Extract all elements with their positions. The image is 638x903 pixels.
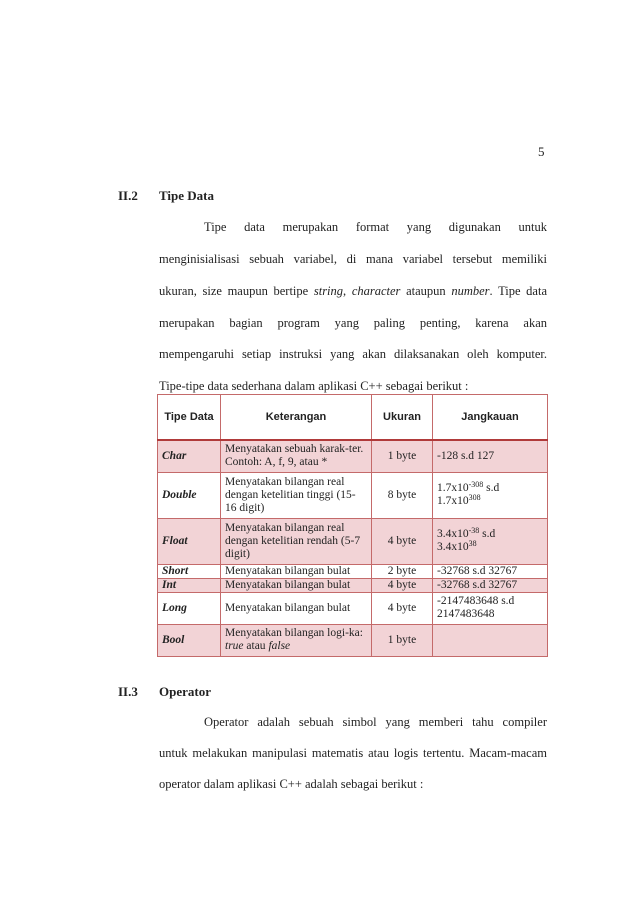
type-description: Menyatakan bilangan real dengan ketelitian rendah (5-7 digit) — [221, 518, 372, 564]
paragraph-line: untuk melakukan manipulasi matematis atau logis tertentu. Macam-macam — [159, 746, 547, 760]
section-title: Operator — [159, 684, 211, 699]
header-ukuran: Ukuran — [372, 395, 433, 441]
type-size: 1 byte — [372, 624, 433, 656]
type-range: -2147483648 s.d 2147483648 — [433, 592, 548, 624]
type-description: Menyatakan bilangan real dengan ketelitian tinggi (15-16 digit) — [221, 472, 372, 518]
type-range: -128 s.d 127 — [433, 440, 548, 472]
paragraph-line: Tipe data merupakan format yang digunakan untuk — [204, 220, 547, 234]
type-name: Bool — [158, 624, 221, 656]
type-description: Menyatakan bilangan bulat — [221, 592, 372, 624]
type-description: Menyatakan sebuah karak-ter. Contoh: A, f, 9, atau * — [221, 440, 372, 472]
paragraph-line: menginisialisasi sebuah variabel, di mana variabel tersebut memiliki — [159, 252, 547, 266]
header-jangkauan: Jangkauan — [433, 395, 548, 441]
type-size: 4 byte — [372, 592, 433, 624]
paragraph-line: Tipe-tipe data sederhana dalam aplikasi C++ sebagai berikut : — [159, 379, 469, 393]
type-name: Char — [158, 440, 221, 472]
type-range: $3.4x10^{-38}$ s.d $3.4x10^{38}$ — [433, 518, 548, 564]
type-range — [433, 624, 548, 656]
type-size: 2 byte — [372, 564, 433, 578]
type-description: Menyatakan bilangan bulat — [221, 578, 372, 592]
type-size: 8 byte — [372, 472, 433, 518]
data-types-table — [157, 394, 548, 657]
header-tipe-data: Tipe Data — [158, 395, 221, 441]
page-number: 5 — [538, 144, 545, 159]
type-range: $1.7x10^{-308}$ s.d $1.7x10^{308}$ — [433, 472, 548, 518]
table-row — [158, 564, 548, 578]
type-name: Short — [158, 564, 221, 578]
header-keterangan: Keterangan — [221, 395, 372, 441]
table-row — [158, 578, 548, 592]
table-row — [158, 624, 548, 656]
table-row — [158, 592, 548, 624]
paragraph-line: ukuran, size maupun bertipe string, character ataupun number. Tipe data — [159, 284, 548, 298]
type-range: -32768 s.d 32767 — [433, 564, 548, 578]
section-number: II.3 — [118, 684, 138, 699]
type-size: 4 byte — [372, 518, 433, 564]
type-description: Menyatakan bilangan bulat — [221, 564, 372, 578]
type-range: -32768 s.d 32767 — [433, 578, 548, 592]
paragraph-line: operator dalam aplikasi C++ adalah sebagai berikut : — [159, 777, 424, 791]
type-size: 1 byte — [372, 440, 433, 472]
paragraph-line: Operator adalah sebuah simbol yang memberi tahu compiler — [204, 715, 547, 729]
type-description: Menyatakan bilangan logi-ka: true atau false — [221, 624, 372, 656]
type-name: Double — [158, 472, 221, 518]
paragraph-line: mempengaruhi setiap instruksi yang akan dilaksanakan oleh komputer. — [159, 347, 547, 361]
paragraph-line: merupakan bagian program yang paling penting, karena akan — [159, 316, 547, 330]
table-header-row — [158, 395, 548, 441]
section-title: Tipe Data — [159, 188, 215, 203]
table-row — [158, 440, 548, 472]
type-name: Int — [158, 578, 221, 592]
table-row — [158, 518, 548, 564]
type-size: 4 byte — [372, 578, 433, 592]
section-number: II.2 — [118, 188, 138, 203]
table-row — [158, 472, 548, 518]
type-name: Float — [158, 518, 221, 564]
type-name: Long — [158, 592, 221, 624]
